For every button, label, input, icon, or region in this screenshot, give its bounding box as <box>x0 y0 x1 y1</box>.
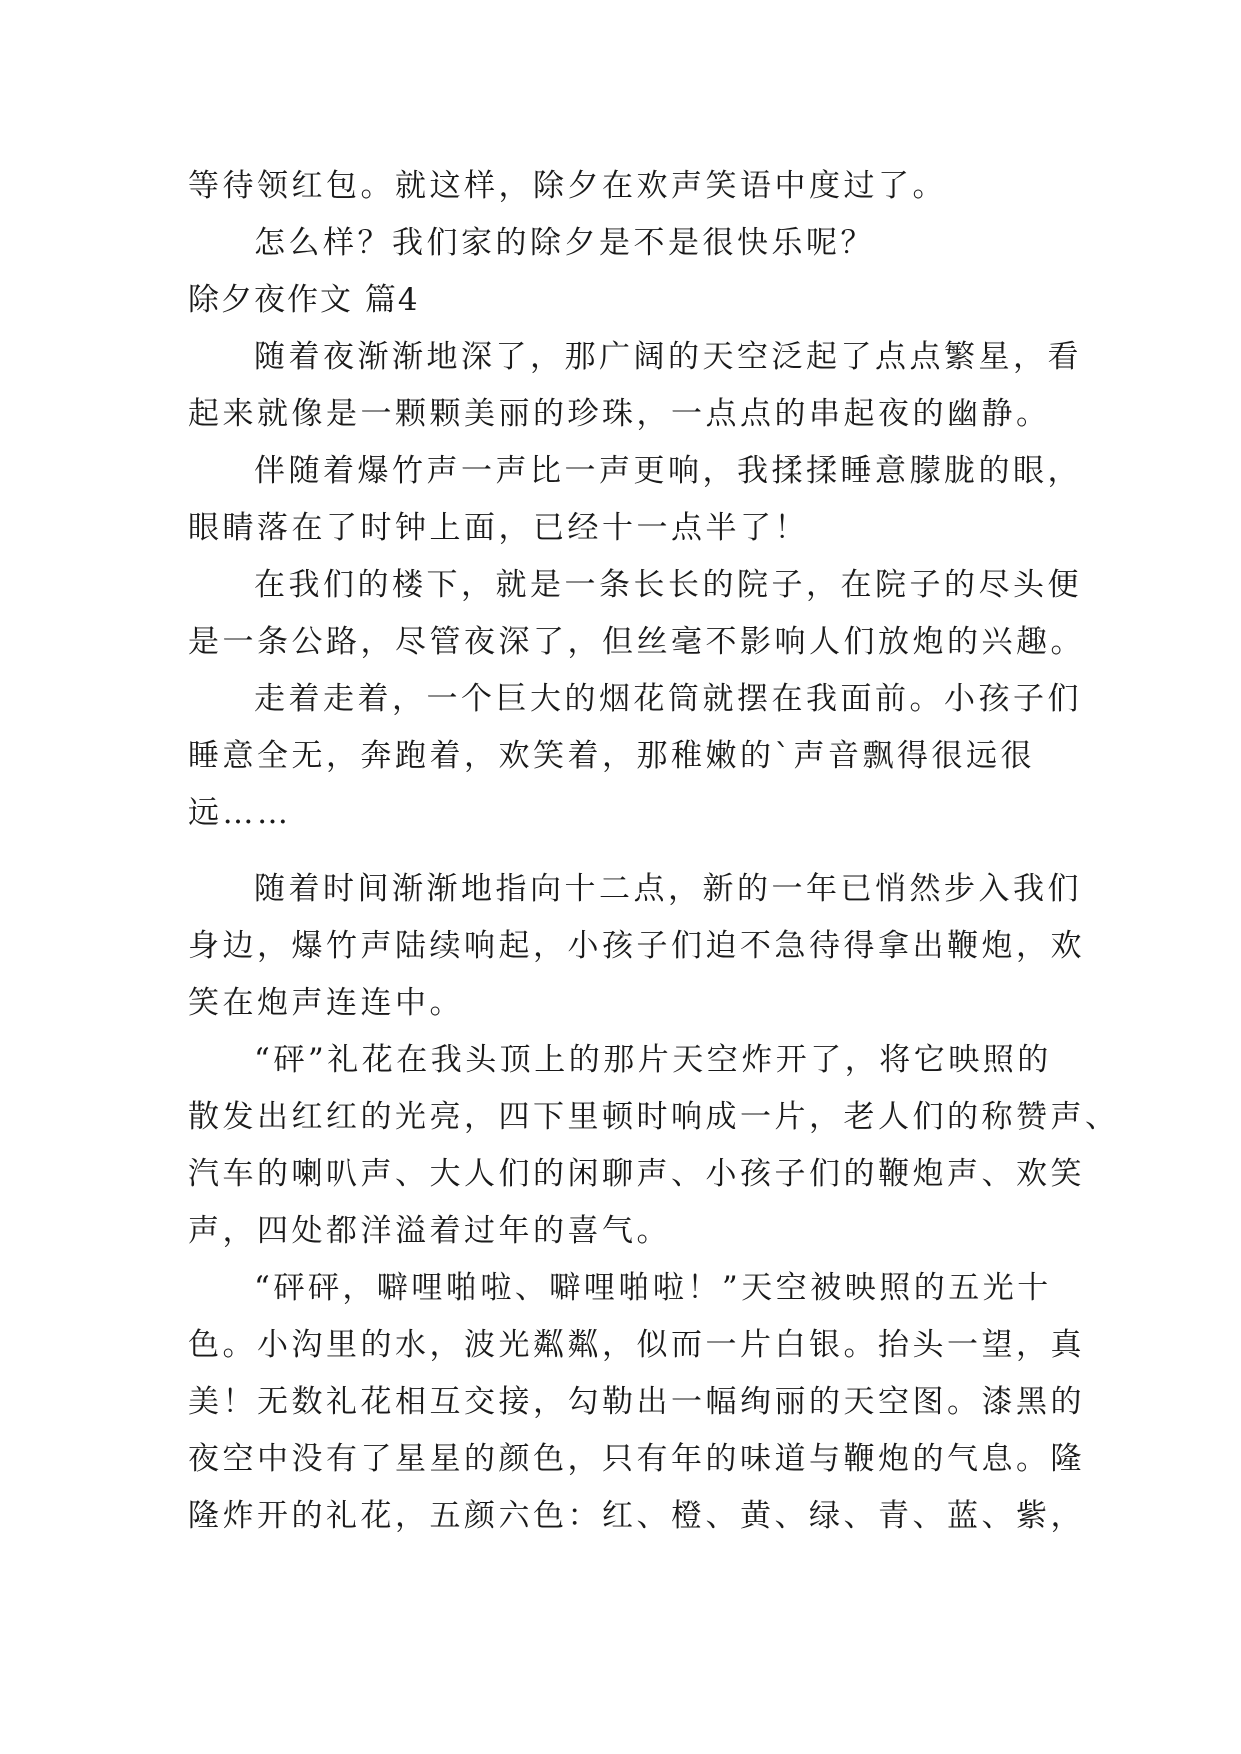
paragraph-line: 起来就像是一颗颗美丽的珍珠，一点点的串起夜的幽静。 <box>188 396 1051 432</box>
paragraph-line: 随着夜渐渐地深了，那广阔的天空泛起了点点繁星，看 <box>254 339 1082 375</box>
paragraph-line: 散发出红红的光亮，四下里顿时响成一片，老人们的称赞声、 <box>188 1099 1120 1135</box>
paragraph-line: 伴随着爆竹声一声比一声更响，我揉揉睡意朦胧的眼， <box>254 453 1082 489</box>
paragraph-line: 等待领红包。就这样，除夕在欢声笑语中度过了。 <box>188 168 947 204</box>
paragraph-line: 身边，爆竹声陆续响起，小孩子们迫不急待得拿出鞭炮，欢 <box>188 928 1085 964</box>
paragraph-line: 美！无数礼花相互交接，勾勒出一幅绚丽的天空图。漆黑的 <box>188 1384 1085 1420</box>
paragraph-line: 怎么样？我们家的除夕是不是很快乐呢？ <box>254 225 875 261</box>
paragraph-line: “砰砰，噼哩啪啦、噼哩啪啦！”天空被映照的五光十 <box>254 1270 1052 1306</box>
paragraph-line: 汽车的喇叭声、大人们的闲聊声、小孩子们的鞭炮声、欢笑 <box>188 1156 1085 1192</box>
paragraph-line: “砰”礼花在我头顶上的那片天空炸开了，将它映照的 <box>254 1042 1052 1078</box>
paragraph-line: 睡意全无，奔跑着，欢笑着，那稚嫩的`声音飘得很远很 <box>188 738 1035 774</box>
paragraph-line: 色。小沟里的水，波光粼粼，似而一片白银。抬头一望，真 <box>188 1327 1085 1363</box>
paragraph-line: 随着时间渐渐地指向十二点，新的一年已悄然步入我们 <box>254 871 1082 907</box>
paragraph-line: 在我们的楼下，就是一条长长的院子，在院子的尽头便 <box>254 567 1082 603</box>
document-body <box>188 158 1120 1545</box>
paragraph-line: 是一条公路，尽管夜深了，但丝毫不影响人们放炮的兴趣。 <box>188 624 1085 660</box>
paragraph-line: 走着走着，一个巨大的烟花筒就摆在我面前。小孩子们 <box>254 681 1082 717</box>
paragraph-line: 眼睛落在了时钟上面，已经十一点半了！ <box>188 510 809 546</box>
paragraph-line: 夜空中没有了星星的颜色，只有年的味道与鞭炮的气息。隆 <box>188 1441 1085 1477</box>
paragraph-line: 远…… <box>188 795 292 831</box>
section-heading: 除夕夜作文 篇4 <box>188 282 420 318</box>
paragraph-line: 隆炸开的礼花，五颜六色：红、橙、黄、绿、青、蓝、紫， <box>188 1498 1085 1534</box>
paragraph-line: 笑在炮声连连中。 <box>188 985 464 1021</box>
paragraph-line: 声，四处都洋溢着过年的喜气。 <box>188 1213 671 1249</box>
